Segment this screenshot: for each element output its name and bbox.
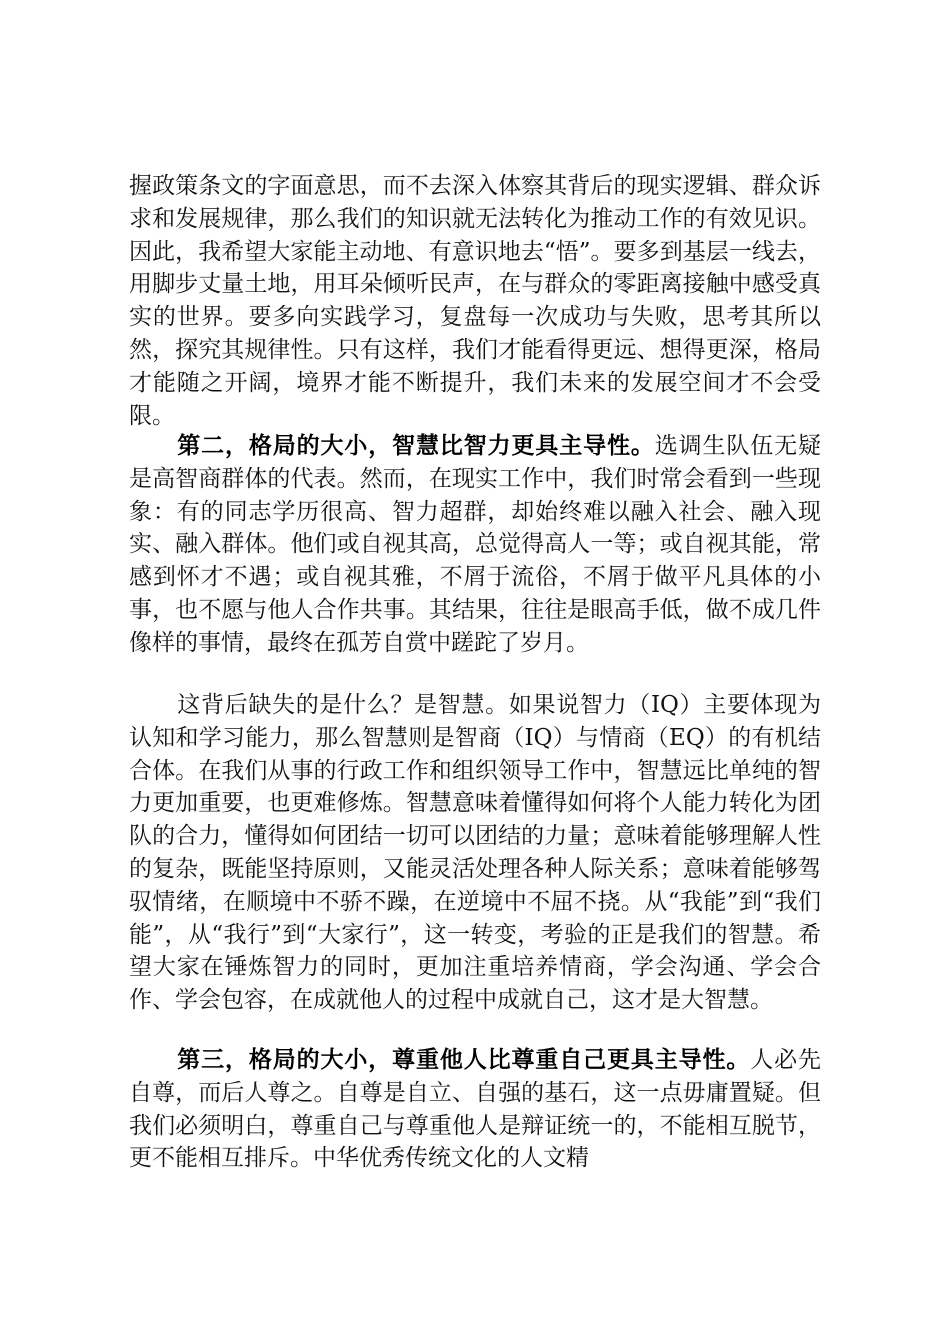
paragraph-text: 握政策条文的字面意思，而不去深入体察其背后的现实逻辑、群众诉求和发展规律，那么我们的知识就无法转化为推动工作的有效见识。因此，我希望大家能主动地、有意识地去“悟”。要多到基层一线去，用脚步丈量土地，用耳朵倾听民声，在与群众的零距离接触中感受真实的世界。要多向实践学习，复盘每一次成功与失败，思考其所以然，探究其规律性。只有这样，我们才能看得更远、想得更深，格局才能随之开阔，境界才能不断提升，我们未来的发展空间才不会受限。	[129, 173, 821, 429]
paragraph-second-point	[129, 430, 821, 660]
paragraph-text: 人必先自尊，而后人尊之。自尊是自立、自强的基石，这一点毋庸置疑。但我们必须明白，尊重自己与尊重他人是辩证统一的，不能相互脱节，更不能相互排斥。中华优秀传统文化的人文精	[129, 1047, 822, 1172]
paragraph-heading: 第二，格局的大小，智慧比智力更具主导性。	[177, 432, 655, 459]
paragraph-text: 选调生队伍无疑是高智商群体的代表。然而，在现实工作中，我们时常会看到一些现象：有的同志学历很高、智力超群，却始终难以融入社会、融入现实、融入群体。他们或自视其高，总觉得高人一等；或自视其能，常感到怀才不遇；或自视其雅，不屑于流俗，不屑于做平凡具体的小事，也不愿与他人合作共事。其结果，往往是眼高手低，做不成几件像样的事情，最终在孤芳自赏中蹉跎了岁月。	[129, 433, 822, 656]
paragraph-heading: 第三，格局的大小，尊重他人比尊重自己更具主导性。	[177, 1046, 751, 1073]
paragraph-continuation	[129, 170, 821, 432]
paragraph-third-point	[129, 1044, 821, 1175]
paragraph-text: 这背后缺失的是什么？是智慧。如果说智力（IQ）主要体现为认知和学习能力，那么智慧则是智商（IQ）与情商（EQ）的有机结合体。在我们从事的行政工作和组织领导工作中，智慧远比单纯的智力更加重要，也更难修炼。智慧意味着懂得如何将个人能力转化为团队的合力，懂得如何团结一切可以团结的力量；意味着能够理解人性的复杂，既能坚持原则，又能灵活处理各种人际关系；意味着能够驾驭情绪，在顺境中不骄不躁，在逆境中不屈不挠。从“我能”到“我们能”，从“我行”到“大家行”，这一转变，考验的正是我们的智慧。希望大家在锤炼智力的同时，更加注重培养情商，学会沟通、学会合作、学会包容，在成就他人的过程中成就自己，这才是大智慧。	[129, 692, 821, 1014]
paragraph-wisdom	[129, 689, 821, 1017]
